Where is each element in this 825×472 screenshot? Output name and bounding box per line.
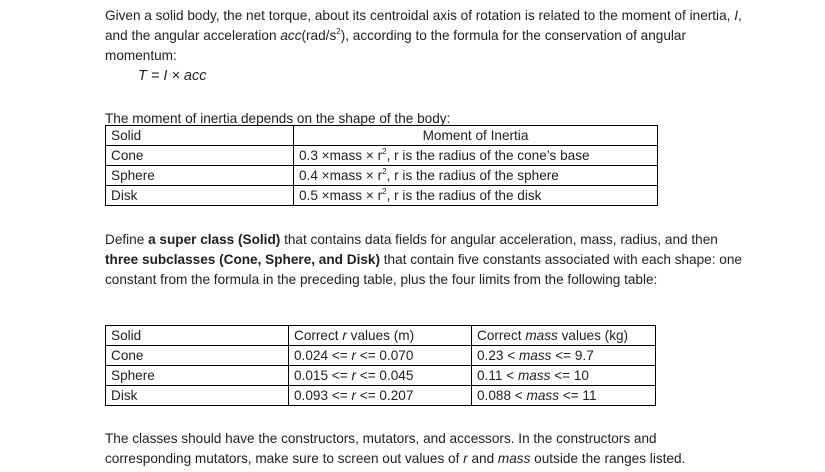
cell-solid: Cone — [106, 346, 289, 366]
torque-formula: T = I × acc — [138, 68, 207, 84]
text-run: outside the ranges listed. — [530, 451, 686, 466]
text-run: Given a solid body, the net torque, about its centroidal axis of rotation is related to the moment of inertia, — [105, 8, 735, 23]
variable-mass: mass — [526, 388, 559, 403]
class-definition-paragraph — [105, 230, 745, 290]
table-header-row — [106, 326, 656, 346]
superscript: 2 — [382, 167, 387, 176]
cell-formula — [294, 166, 658, 186]
limits-table — [105, 325, 656, 406]
table-row — [106, 366, 656, 386]
text-run: <= 9.7 — [551, 348, 594, 363]
variable-r: r — [351, 368, 356, 383]
header-r-values — [289, 326, 472, 346]
cell-mass-range — [472, 346, 656, 366]
text-run: (rad/s — [301, 28, 337, 43]
text-run: Correct — [294, 328, 343, 343]
text-run: 0.5 ×mass × r — [299, 188, 383, 203]
cell-r-range — [289, 366, 472, 386]
text-run: 0.024 <= — [294, 348, 352, 363]
constructors-paragraph — [105, 429, 745, 469]
variable-r: r — [351, 388, 356, 403]
cell-r-range — [289, 386, 472, 406]
superscript: 2 — [336, 27, 341, 36]
text-run: The classes should have the constructors, mutators, and accessors. In the constructors and corresponding mutators, make sure to screen out values of — [105, 431, 657, 466]
intro-paragraph — [105, 6, 745, 66]
text-run: values (kg) — [557, 328, 629, 343]
text-run: ), according to the formula for the conservation of angular momentum: — [105, 28, 687, 63]
text-run: , r is the radius of the disk — [386, 188, 542, 203]
variable-r: r — [351, 348, 356, 363]
variable-r: r — [342, 328, 347, 343]
cell-solid: Cone — [106, 146, 294, 166]
text-run: 0.3 ×mass × r — [299, 148, 383, 163]
text-run: values (m) — [346, 328, 415, 343]
text-run: 0.015 <= — [294, 368, 352, 383]
superscript: 2 — [382, 187, 387, 196]
superscript: 2 — [382, 147, 387, 156]
table-row — [106, 346, 656, 366]
variable-acc: acc — [280, 28, 302, 43]
text-run: <= 0.070 — [355, 348, 414, 363]
text-run: 0.4 ×mass × r — [299, 168, 383, 183]
table-row — [106, 386, 656, 406]
cell-r-range — [289, 346, 472, 366]
header-solid: Solid — [106, 126, 294, 146]
text-run: Define — [105, 232, 149, 247]
text-run: 0.093 <= — [294, 388, 352, 403]
text-run: <= 0.207 — [355, 388, 414, 403]
text-run: <= 11 — [559, 388, 597, 403]
variable-mass: mass — [517, 368, 551, 383]
text-run: 0.11 < — [477, 368, 518, 383]
cell-mass-range — [472, 386, 656, 406]
table-row — [106, 146, 658, 166]
cell-solid: Disk — [106, 186, 294, 206]
table1-intro: The moment of inertia depends on the shape of the body: — [105, 111, 451, 126]
cell-mass-range — [472, 366, 656, 386]
text-run: , and the angular acceleration — [105, 8, 742, 43]
text-run: that contains data fields for angular acceleration, mass, radius, and then — [280, 232, 718, 247]
cell-solid: Disk — [106, 386, 289, 406]
cell-solid: Sphere — [106, 366, 289, 386]
text-run: , r is the radius of the sphere — [386, 168, 559, 183]
text-run: Correct — [477, 328, 526, 343]
text-run: 0.088 < — [477, 388, 527, 403]
bold-run: a super class (Solid) — [148, 232, 281, 247]
text-run: and — [467, 451, 498, 466]
header-mass-values — [472, 326, 656, 346]
table-row — [106, 186, 658, 206]
variable-I: I — [734, 8, 738, 23]
text-run: <= 0.045 — [355, 368, 414, 383]
variable-mass: mass — [525, 328, 558, 343]
text-run: , r is the radius of the cone’s base — [386, 148, 590, 163]
bold-run: three subclasses (Cone, Sphere, and Disk) — [105, 252, 380, 267]
variable-mass: mass — [497, 451, 531, 466]
moment-of-inertia-table — [105, 125, 658, 206]
table-row — [106, 166, 658, 186]
header-moment-of-inertia: Moment of Inertia — [294, 126, 658, 146]
variable-mass: mass — [518, 348, 552, 363]
table-header-row — [106, 126, 658, 146]
text-run: <= 10 — [550, 368, 589, 383]
cell-formula — [294, 146, 658, 166]
text-run: that contain five constants associated with each shape: one constant from the formula in the preceding table, plus the four limits from the following table: — [105, 252, 742, 287]
header-solid: Solid — [106, 326, 289, 346]
variable-r: r — [463, 451, 468, 466]
cell-formula — [294, 186, 658, 206]
cell-solid: Sphere — [106, 166, 294, 186]
text-run: 0.23 < — [477, 348, 519, 363]
